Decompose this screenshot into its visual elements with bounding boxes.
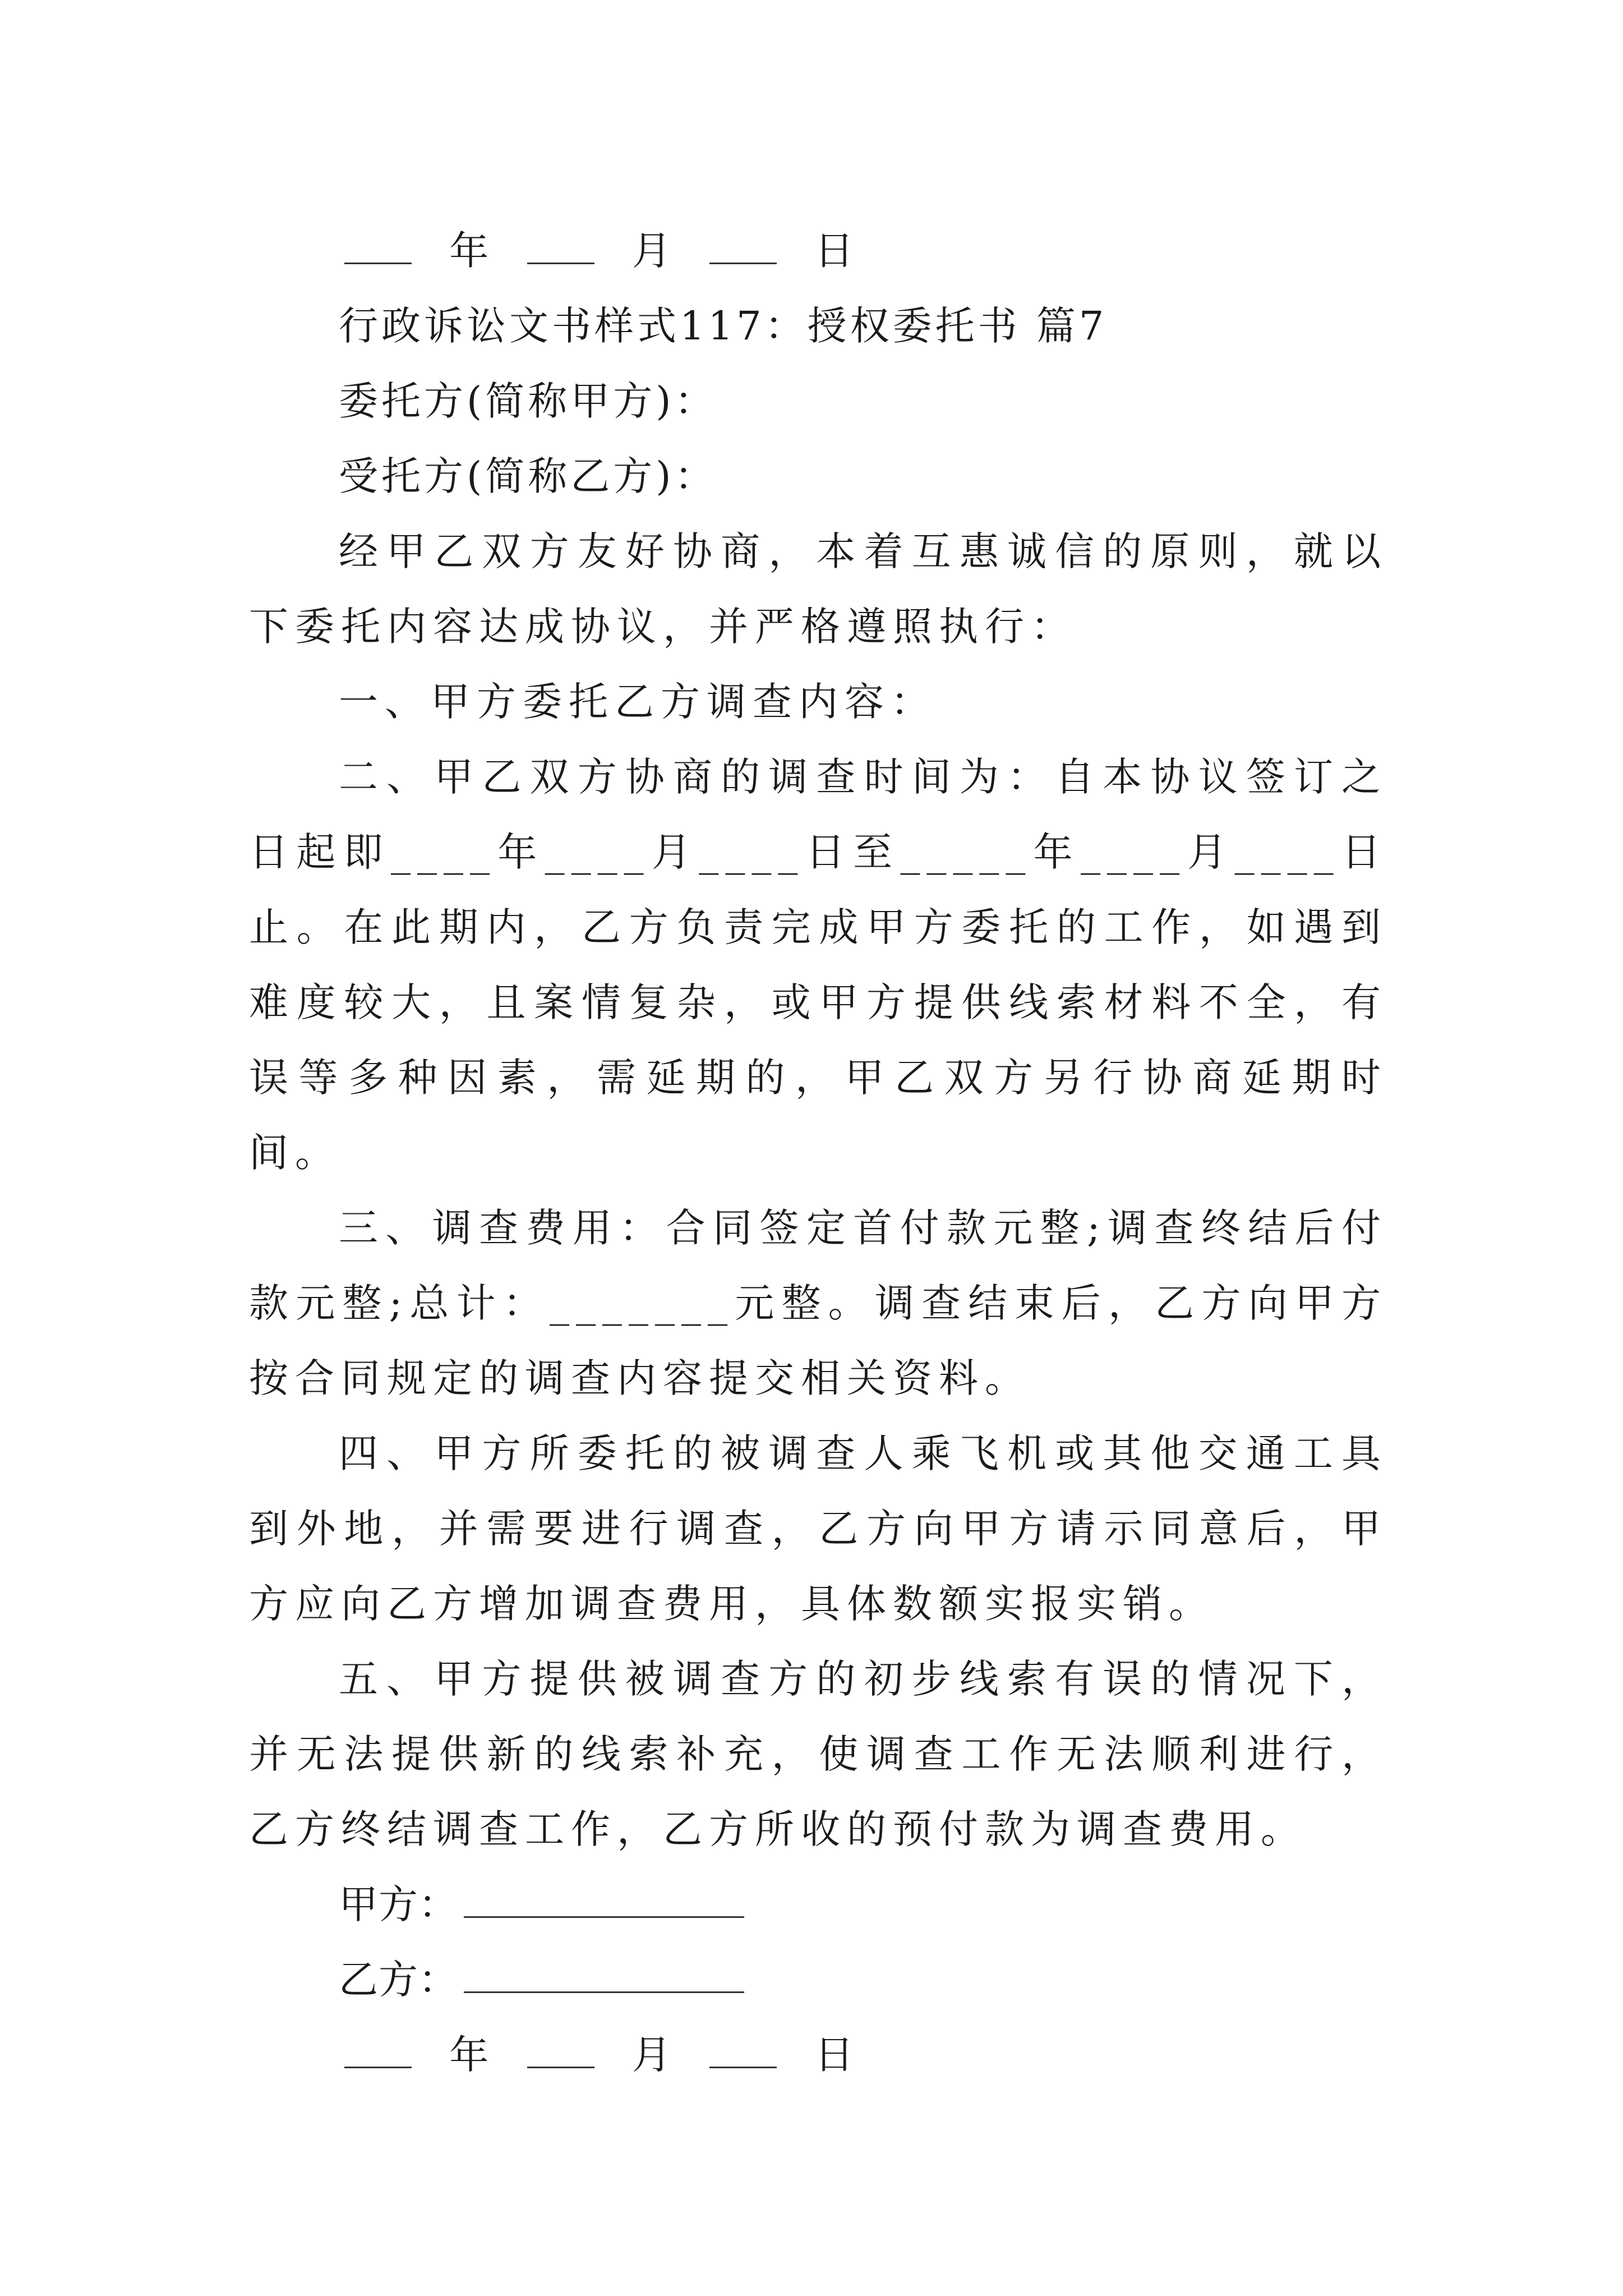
intro-paragraph: 经甲乙双方友好协商，本着互惠诚信的原则，就以下委托内容达成协议，并严格遵照执行： bbox=[249, 528, 1387, 650]
day-label: 日 bbox=[814, 228, 855, 274]
signature-party-a bbox=[249, 1867, 1387, 1942]
document-page bbox=[249, 213, 1387, 2092]
month-label: 月 bbox=[631, 2032, 672, 2078]
month-blank bbox=[527, 223, 594, 264]
day-blank bbox=[709, 2027, 777, 2068]
clause-two: 二、甲乙双方协商的调查时间为：自本协议签订之日起即____年____月____日至_____年____月____日止。在此期内，乙方负责完成甲方委托的工作，如遇到难度较大，且案情复杂，或甲方提供线索材料不全，有误等多种因素，需延期的，甲乙双方另行协商延期时间。 bbox=[249, 754, 1387, 1176]
clause-four: 四、甲方所委托的被调查人乘飞机或其他交通工具到外地，并需要进行调查，乙方向甲方请示同意后，甲方应向乙方增加调查费用，具体数额实报实销。 bbox=[249, 1430, 1387, 1627]
clause-five: 五、甲方提供被调查方的初步线索有误的情况下，并无法提供新的线索补充，使调查工作无法顺利进行，乙方终结调查工作，乙方所收的预付款为调查费用。 bbox=[249, 1656, 1387, 1852]
party-a-label: 委托方(简称甲方)： bbox=[339, 378, 717, 424]
year-label: 年 bbox=[449, 2032, 490, 2078]
year-label: 年 bbox=[449, 228, 490, 274]
month-label: 月 bbox=[631, 228, 672, 274]
document-heading: 行政诉讼文书样式117：授权委托书 篇7 bbox=[339, 303, 1108, 349]
signature-party-b bbox=[249, 1942, 1387, 2017]
date-line-bottom bbox=[249, 2017, 1387, 2092]
day-label: 日 bbox=[814, 2032, 855, 2078]
party-b-sign-label: 乙方： bbox=[339, 1957, 458, 2003]
month-blank bbox=[527, 2027, 594, 2068]
clause-one: 一、甲方委托乙方调查内容： bbox=[339, 679, 937, 725]
party-a-sign-label: 甲方： bbox=[339, 1881, 458, 1927]
year-blank bbox=[344, 2027, 412, 2068]
party-a-sign-blank bbox=[464, 1877, 744, 1918]
day-blank bbox=[709, 223, 777, 264]
clause-three: 三、调查费用：合同签定首付款元整;调查终结后付款元整;总计：_______元整。调查结束后，乙方向甲方按合同规定的调查内容提交相关资料。 bbox=[249, 1205, 1387, 1401]
date-line-top bbox=[249, 213, 1387, 288]
party-b-sign-blank bbox=[464, 1952, 744, 1993]
year-blank bbox=[344, 223, 412, 264]
party-b-label: 受托方(简称乙方)： bbox=[339, 453, 717, 499]
